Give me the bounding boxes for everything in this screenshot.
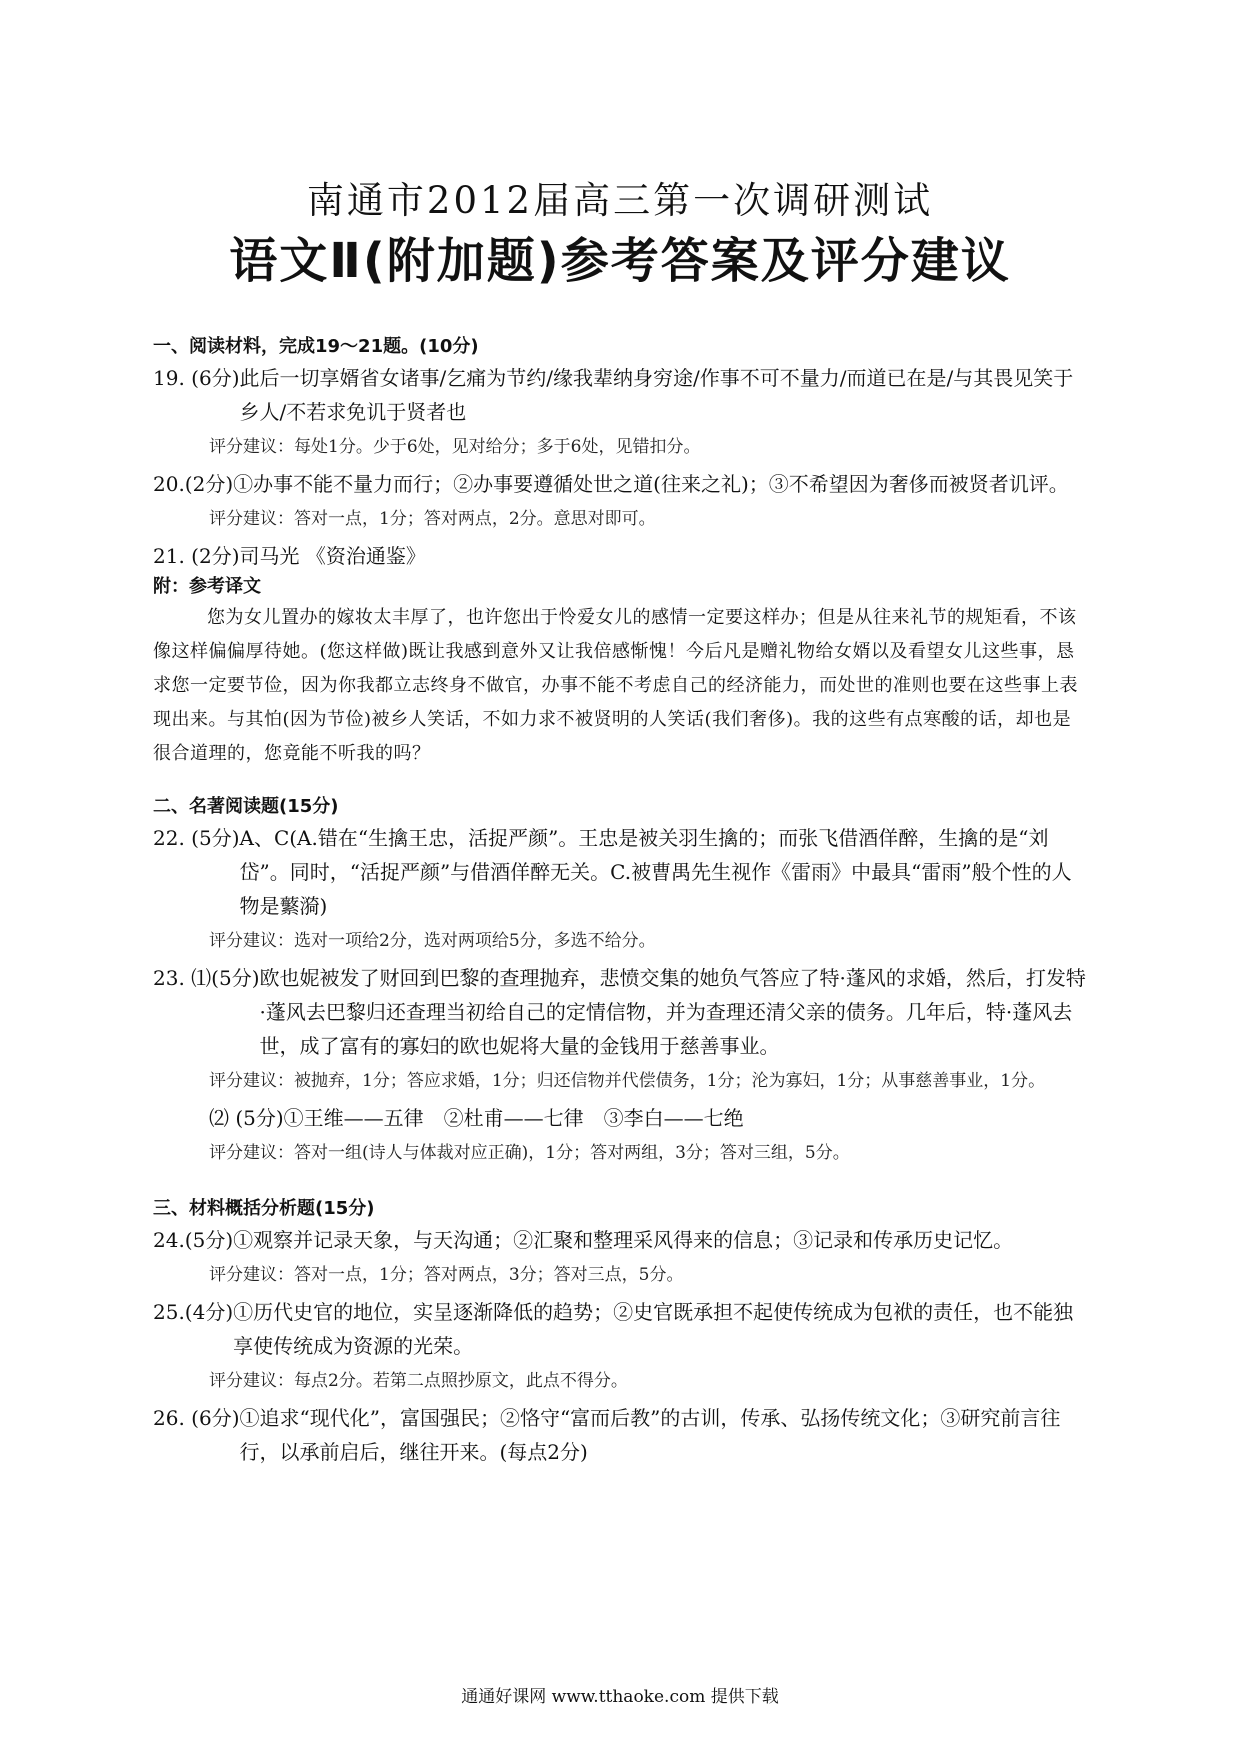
question-26 (153, 1401, 1088, 1469)
question-25-number: 25.(4分) (153, 1300, 234, 1324)
question-22-number: 22. (5分) (153, 826, 240, 850)
question-24 (153, 1223, 1088, 1257)
question-22 (153, 821, 1088, 923)
question-20-scoring: 评分建议：答对一点，1分；答对两点，2分。意思对即可。 (209, 509, 656, 529)
section3-heading: 三、材料概括分析题(15分) (153, 1198, 375, 1219)
question-23-number: 23. ⑴(5分) (153, 966, 260, 990)
question-23-part2-scoring: 评分建议：答对一组(诗人与体裁对应正确)，1分；答对两组，3分；答对三组，5分。 (209, 1143, 850, 1163)
question-25-answer: ①历代史官的地位，实呈逐渐降低的趋势；②史官既承担不起使传统成为包袱的责任，也不能独享使传统成为资源的光荣。 (233, 1300, 1074, 1358)
question-20-answer: ①办事不能不量力而行；②办事要遵循处世之道(往来之礼)；③不希望因为奢侈而被贤者讥评。 (233, 472, 1069, 496)
section1-heading: 一、阅读材料，完成19～21题。(10分) (153, 336, 479, 357)
document-subtitle: 语文Ⅱ(附加题)参考答案及评分建议 (229, 233, 1011, 289)
download-footer: 通通好课网 www.tthaoke.com 提供下载 (461, 1687, 779, 1707)
question-25 (153, 1295, 1088, 1363)
appendix-heading: 附：参考译文 (153, 576, 261, 597)
question-21-number: 21. (2分) (153, 544, 240, 568)
question-24-number: 24.(5分) (153, 1228, 234, 1252)
question-20-number: 20.(2分) (153, 472, 234, 496)
question-23-part2-answer: ⑵ (5分)①王维——五律 ②杜甫——七律 ③李白——七绝 (209, 1106, 744, 1130)
question-22-answer: A、C(A.错在“生擒王忠，活捉严颜”。王忠是被关羽生擒的；而张飞借酒佯醉，生擒的是“刘岱”。同时，“活捉严颜”与借酒佯醉无关。C.被曹禺先生视作《雷雨》中最具“雷雨”般个性的人物是蘩漪) (239, 826, 1072, 918)
question-25-scoring: 评分建议：每点2分。若第二点照抄原文，此点不得分。 (209, 1371, 628, 1391)
answer-content (153, 333, 1088, 1469)
question-19 (153, 361, 1088, 429)
question-24-scoring: 评分建议：答对一点，1分；答对两点，3分；答对三点，5分。 (209, 1265, 684, 1285)
question-26-answer: ①追求“现代化”，富国强民；②恪守“富而后教”的古训，传承、弘扬传统文化；③研究前言往行，以承前启后，继往开来。(每点2分) (239, 1406, 1061, 1464)
question-23-scoring: 评分建议：被抛弃，1分；答应求婚，1分；归还信物并代偿债务，1分；沦为寡妇，1分；从事慈善事业，1分。 (209, 1071, 1046, 1091)
question-19-scoring: 评分建议：每处1分。少于6处，见对给分；多于6处，见错扣分。 (209, 437, 701, 457)
question-20 (153, 467, 1088, 501)
question-26-number: 26. (6分) (153, 1406, 240, 1430)
question-24-answer: ①观察并记录天象，与天沟通；②汇聚和整理采风得来的信息；③记录和传承历史记忆。 (233, 1228, 1014, 1252)
reference-translation: 您为女儿置办的嫁妆太丰厚了，也许您出于怜爱女儿的感情一定要这样办；但是从往来礼节的规矩看，不该像这样偏偏厚待她。(您这样做)既让我感到意外又让我倍感惭愧！今后凡是赠礼物给女婿以及看望女儿这些事，恳求您一定要节俭，因为你我都立志终身不做官，办事不能不考虑自己的经济能力，而处世的准则也要在这些事上表现出来。与其怕(因为节俭)被乡人笑话，不如力求不被贤明的人笑话(我们奢侈)。我的这些有点寒酸的话，却也是很合道理的，您竟能不听我的吗？ (153, 607, 1078, 764)
question-21 (153, 539, 1088, 573)
question-19-answer: 此后一切享婿省女诸事/乞痛为节约/缘我辈纳身穷途/作事不可不量力/而道已在是/与其畏见笑于乡人/不若求免讥于贤者也 (239, 366, 1074, 424)
section-spacer (153, 771, 1088, 793)
question-21-answer: 司马光 《资治通鉴》 (239, 544, 426, 568)
question-23 (153, 961, 1088, 1063)
document-title: 南通市2012届高三第一次调研测试 (306, 179, 934, 222)
section-spacer (153, 1173, 1088, 1195)
question-22-scoring: 评分建议：选对一项给2分，选对两项给5分，多选不给分。 (209, 931, 656, 951)
section2-heading: 二、名著阅读题(15分) (153, 796, 339, 817)
question-19-number: 19. (6分) (153, 366, 240, 390)
question-23-answer: 欧也妮被发了财回到巴黎的查理抛弃，悲愤交集的她负气答应了特·蓬风的求婚，然后，打发特·蓬风去巴黎归还查理当初给自己的定情信物，并为查理还清父亲的债务。几年后，特·蓬风去世，成了富有的寡妇的欧也妮将大量的金钱用于慈善事业。 (259, 966, 1086, 1058)
